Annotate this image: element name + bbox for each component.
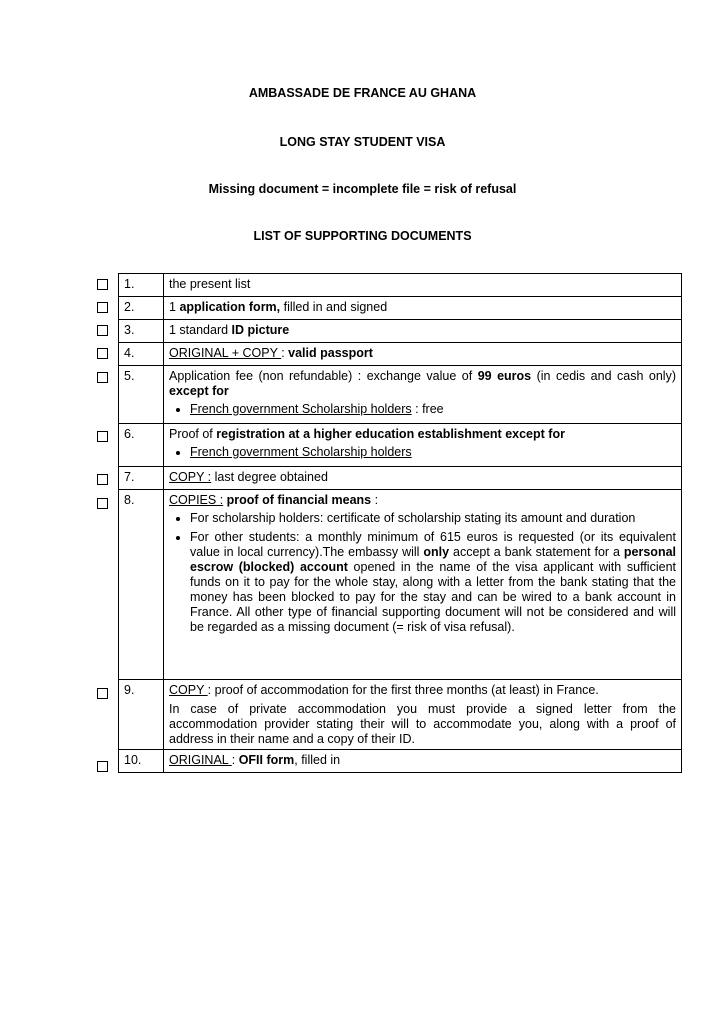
checkbox-item-3[interactable] xyxy=(97,325,108,336)
item-text: COPIES : proof of financial means : • For scholarship holders: certificate of scholarship stating its amount and duration • For other students: a monthly minimum of 615 euros is requested (or its equivalent value in local currency).The embassy will only accept a bank statement for a personal escrow (blocked) account opened in the name of the visa applicant with sufficient funds on it to pay for the whole stay, along with a letter from the bank stating that the money has been blocked to pay for the stay and can be wired to a bank account in France. All other type of financial supporting document will not be considered and will be regarded as a missing document (= risk of visa refusal). xyxy=(164,490,682,680)
bullet-list xyxy=(169,445,676,460)
item-number: 5. xyxy=(119,366,164,424)
item-number: 9. xyxy=(119,680,164,750)
item-text: ORIGINAL : OFII form, filled in xyxy=(164,750,682,773)
item-text: 1 application form, filled in and signed xyxy=(164,297,682,320)
list-item: • For other students: a monthly minimum of 615 euros is requested (or its equivalent value in local currency).The embassy will only accept a bank statement for a personal escrow (blocked) account opened in the name of the visa applicant with sufficient funds on it to pay for the whole stay, along with a letter from the bank stating that the money has been blocked to pay for the stay and can be wired to a bank account in France. All other type of financial supporting document will not be considered and will be regarded as a missing document (= risk of visa refusal). xyxy=(190,530,676,635)
checkbox-item-9[interactable] xyxy=(97,688,108,699)
table-row xyxy=(119,490,682,680)
item-number: 10. xyxy=(119,750,164,773)
bullet-list xyxy=(169,511,676,635)
checkbox-item-7[interactable] xyxy=(97,474,108,485)
table-row xyxy=(119,366,682,424)
item-text: COPY : proof of accommodation for the first three months (at least) in France. In case of private accommodation you must provide a signed letter from the accommodation provider stating their will to accommodate you, along with a proof of address in their name and a copy of their ID. xyxy=(164,680,682,750)
item-text: ORIGINAL + COPY : valid passport xyxy=(164,343,682,366)
documents-table xyxy=(118,273,682,773)
table-row xyxy=(119,750,682,773)
item-text: Proof of registration at a higher education establishment except for • French government Scholarship holders xyxy=(164,424,682,467)
item-number: 1. xyxy=(119,274,164,297)
item-text: 1 standard ID picture xyxy=(164,320,682,343)
checkbox-item-8[interactable] xyxy=(97,498,108,509)
table-row xyxy=(119,680,682,750)
embassy-title: AMBASSADE DE FRANCE AU GHANA xyxy=(248,86,477,100)
item-text: COPY : last degree obtained xyxy=(164,467,682,490)
table-row xyxy=(119,274,682,297)
list-item: • For scholarship holders: certificate of scholarship stating its amount and duration xyxy=(190,511,676,526)
checkbox-item-6[interactable] xyxy=(97,431,108,442)
warning-line: Missing document = incomplete file = risk of refusal xyxy=(208,182,517,196)
checkbox-item-2[interactable] xyxy=(97,302,108,313)
checkbox-item-4[interactable] xyxy=(97,348,108,359)
list-item: • French government Scholarship holders : free xyxy=(190,402,676,417)
item-number: 2. xyxy=(119,297,164,320)
item-number: 6. xyxy=(119,424,164,467)
item-number: 7. xyxy=(119,467,164,490)
checkbox-item-1[interactable] xyxy=(97,279,108,290)
checkbox-item-10[interactable] xyxy=(97,761,108,772)
item-text: Application fee (non refundable) : exchange value of 99 euros (in cedis and cash only) except for • French government Scholarship holders : free xyxy=(164,366,682,424)
item-number: 4. xyxy=(119,343,164,366)
visa-type-title: LONG STAY STUDENT VISA xyxy=(279,135,446,149)
bullet-list xyxy=(169,402,676,417)
item-number: 8. xyxy=(119,490,164,680)
list-title: LIST OF SUPPORTING DOCUMENTS xyxy=(253,229,472,243)
table-row xyxy=(119,297,682,320)
table-row xyxy=(119,320,682,343)
checkbox-item-5[interactable] xyxy=(97,372,108,383)
table-row xyxy=(119,343,682,366)
table-row xyxy=(119,467,682,490)
list-item: • French government Scholarship holders xyxy=(190,445,676,460)
item-text: the present list xyxy=(164,274,682,297)
table-row xyxy=(119,424,682,467)
item-number: 3. xyxy=(119,320,164,343)
